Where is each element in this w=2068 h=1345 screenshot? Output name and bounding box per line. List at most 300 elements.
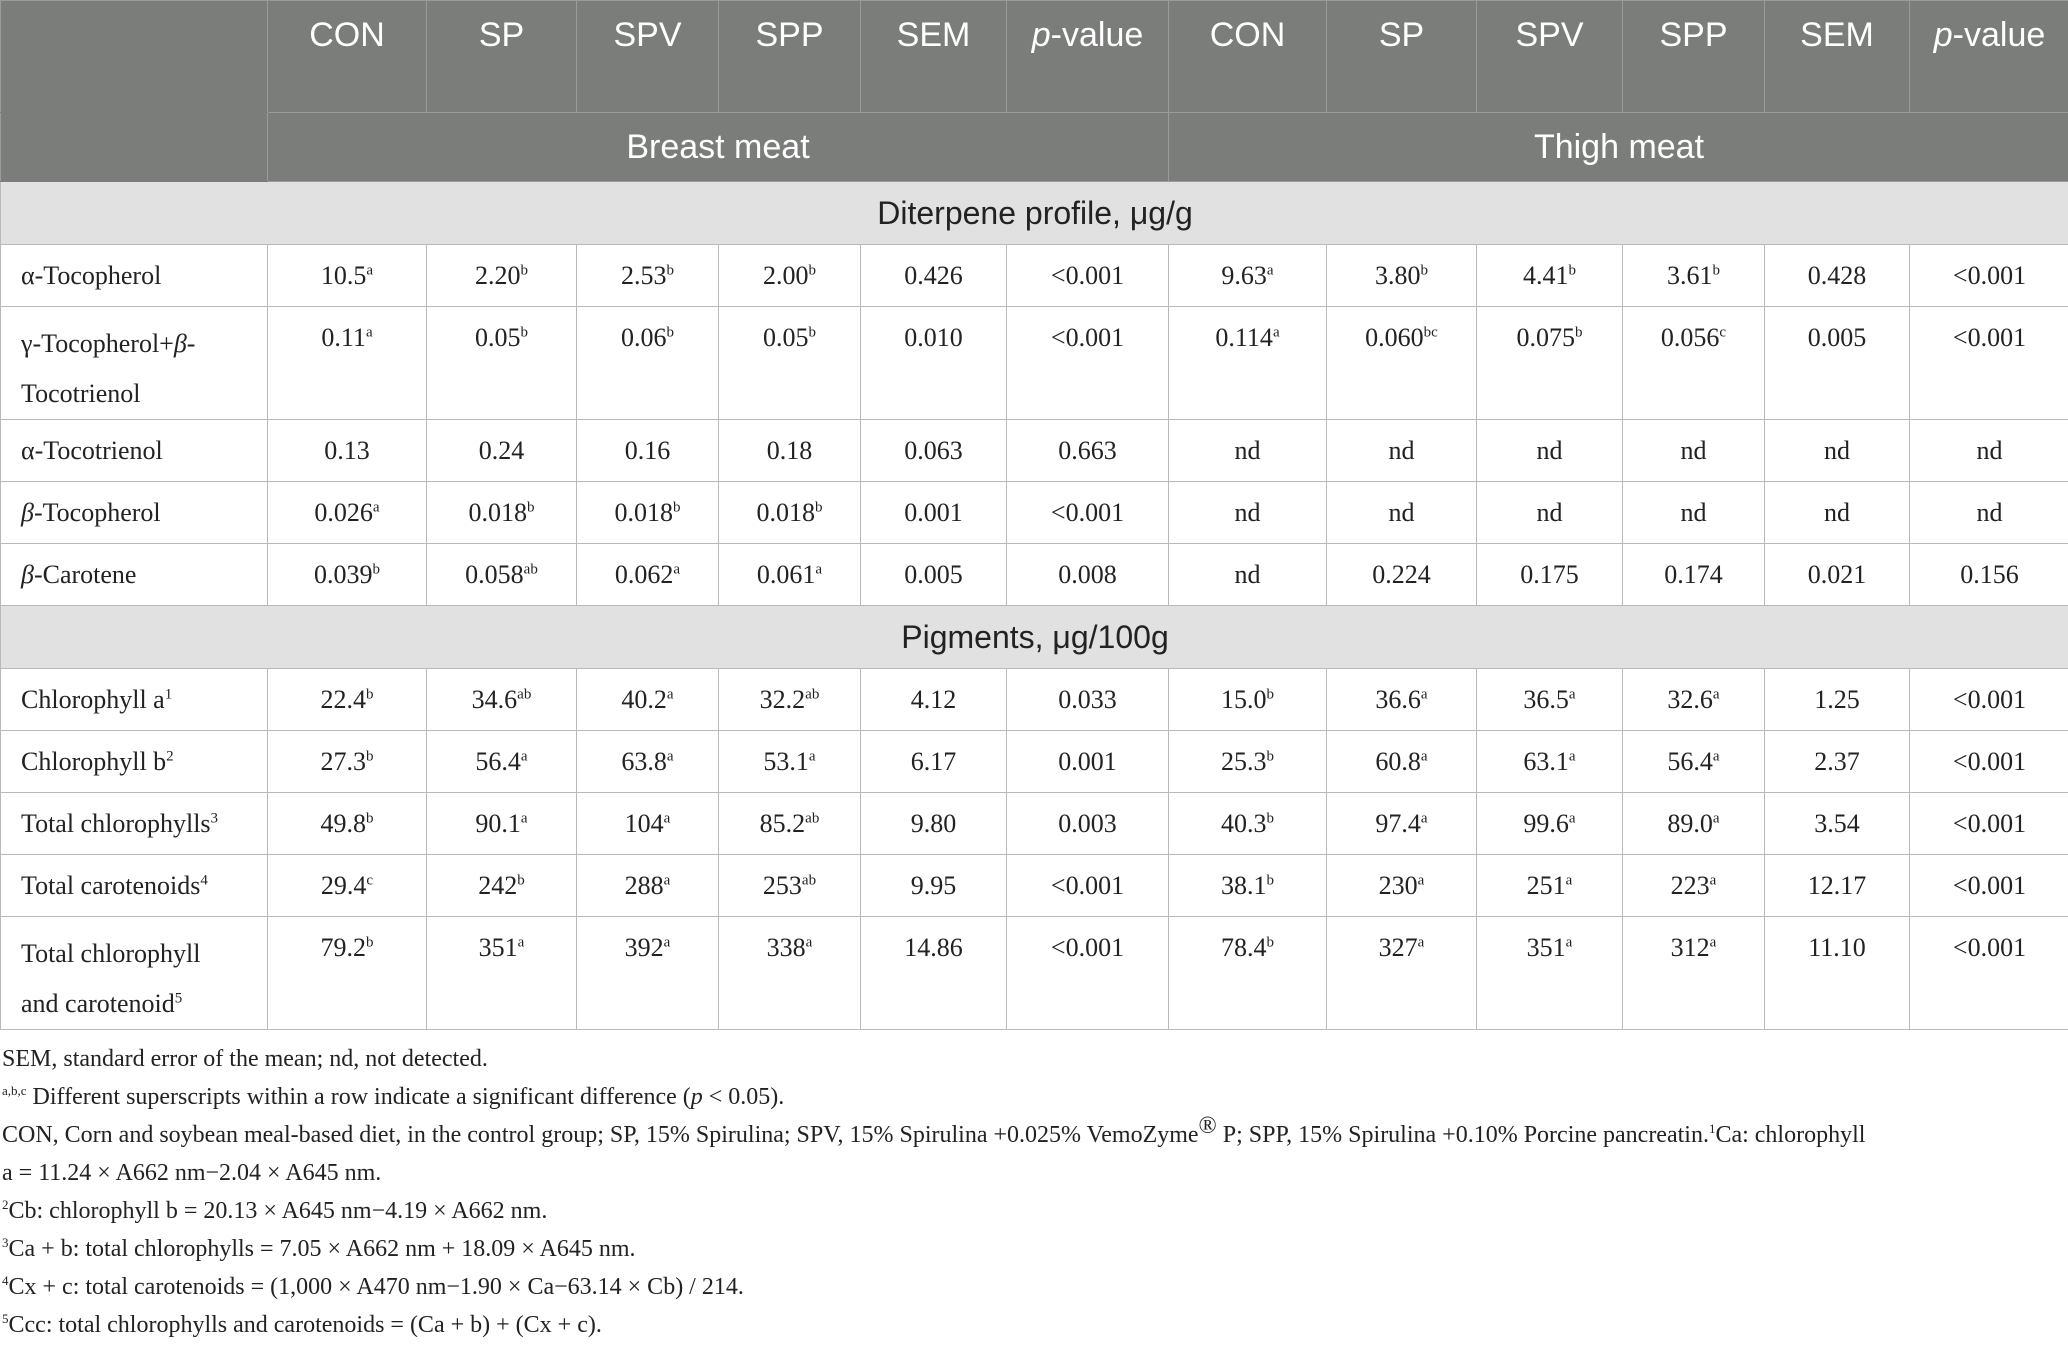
- cell-value: 9.80: [910, 808, 957, 838]
- cell-value: 11.10: [1808, 933, 1866, 962]
- cell-superscript: a: [663, 809, 671, 826]
- data-cell: [1765, 420, 1910, 482]
- data-cell: [719, 917, 861, 1030]
- cell-value: 0.16: [624, 435, 671, 465]
- data-cell: [268, 917, 427, 1030]
- cell-value: 85.2: [759, 808, 806, 838]
- cell-value: 0.428: [1807, 260, 1867, 290]
- data-cell: [719, 245, 861, 307]
- cell-superscript: ab: [801, 871, 817, 888]
- cell-superscript: a: [808, 747, 816, 764]
- section-row: [1, 606, 2068, 669]
- row-label: Total chlorophylls$^3$: [1, 793, 268, 855]
- cell-value: 10.5: [320, 260, 367, 290]
- table-footnotes: [0, 1040, 2062, 1344]
- data-cell: [719, 855, 861, 917]
- group-header-row: [1, 113, 2068, 182]
- cell-value: 3.80: [1375, 260, 1421, 290]
- data-cell: [1765, 245, 1910, 307]
- cell-superscript: c: [366, 871, 374, 888]
- cell-superscript: a: [1709, 871, 1717, 888]
- cell-superscript: a: [517, 934, 525, 951]
- cell-value: 49.8: [320, 808, 366, 838]
- cell-superscript: a: [1417, 934, 1425, 951]
- section-row: [1, 182, 2068, 245]
- data-cell: [427, 245, 577, 307]
- data-cell: [1169, 245, 1327, 307]
- cell-superscript: ab: [523, 560, 538, 577]
- row-label: β-Carotene: [1, 544, 268, 606]
- data-cell: [1169, 420, 1327, 482]
- cell-value: 0.13: [324, 435, 370, 465]
- cell-value: 15.0: [1221, 684, 1267, 714]
- cell-superscript: a: [366, 261, 374, 278]
- cell-value: 0.114: [1215, 323, 1273, 352]
- table-row: [1, 855, 2068, 917]
- row-label: α-Tocotrienol: [1, 420, 268, 482]
- cell-value: 0.156: [1960, 559, 2019, 589]
- data-cell: [1623, 482, 1765, 544]
- data-cell: [1477, 245, 1623, 307]
- data-cell: [1327, 793, 1477, 855]
- cell-value: nd: [1536, 435, 1563, 465]
- cell-value: 63.1: [1523, 746, 1569, 776]
- data-cell: [1327, 669, 1477, 731]
- footnote: a = 11.24 × A662 nm−2.04 × A645 nm.: [2, 1160, 382, 1186]
- cell-value: 392: [624, 933, 664, 962]
- data-cell: [577, 669, 719, 731]
- data-cell: [719, 731, 861, 793]
- cell-value: 0.005: [904, 559, 963, 589]
- cell-value: <0.001: [1952, 684, 2027, 714]
- data-cell: [1623, 544, 1765, 606]
- cell-value: <0.001: [1952, 746, 2027, 776]
- cell-superscript: b: [1266, 685, 1274, 702]
- data-cell: [1765, 917, 1910, 1030]
- cell-value: nd: [1976, 435, 2003, 465]
- data-cell: [1910, 793, 2068, 855]
- data-cell: [719, 307, 861, 420]
- table-row: [1, 245, 2068, 307]
- cell-value: 9.95: [910, 870, 957, 900]
- col-header: SEM: [1765, 1, 1910, 113]
- cell-superscript: a: [663, 934, 671, 951]
- col-header: SP: [1327, 1, 1477, 113]
- cell-superscript: ab: [517, 685, 532, 702]
- cell-value: <0.001: [1050, 933, 1125, 962]
- cell-value: 0.026: [314, 497, 373, 527]
- cell-superscript: b: [366, 809, 374, 826]
- cell-value: 32.2: [759, 684, 806, 714]
- data-cell: [577, 482, 719, 544]
- data-cell: [1327, 482, 1477, 544]
- data-cell: [1623, 855, 1765, 917]
- cell-superscript: b: [673, 498, 681, 515]
- data-cell: [1910, 245, 2068, 307]
- data-cell: [861, 307, 1007, 420]
- cell-superscript: b: [1420, 261, 1428, 278]
- data-cell: [861, 855, 1007, 917]
- cell-superscript: a: [805, 934, 813, 951]
- table-row: [1, 307, 2068, 420]
- data-cell: [577, 245, 719, 307]
- data-cell: [1910, 731, 2068, 793]
- cell-value: nd: [1388, 435, 1415, 465]
- cell-value: 38.1: [1221, 870, 1267, 900]
- cell-value: 14.86: [904, 933, 963, 962]
- data-cell: [1765, 482, 1910, 544]
- data-cell: [861, 731, 1007, 793]
- cell-value: 0.033: [1058, 684, 1117, 714]
- data-cell: [1169, 793, 1327, 855]
- cell-value: <0.001: [1050, 497, 1125, 527]
- cell-value: 0.018: [468, 497, 527, 527]
- data-cell: [1327, 917, 1477, 1030]
- cell-value: <0.001: [1050, 870, 1125, 900]
- cell-superscript: a: [1266, 261, 1274, 278]
- data-cell: [577, 544, 719, 606]
- data-cell: [719, 793, 861, 855]
- footnote: $^4$Cx + c: total carotenoids = (1,000 × A470 nm−1.90 × Ca−63.14 × Cb) / 214.: [2, 1273, 744, 1300]
- cell-value: 60.8: [1375, 746, 1421, 776]
- footnote: $^5$Ccc: total chlorophylls and carotenoids = (Ca + b) + (Cx + c).: [2, 1311, 602, 1338]
- data-cell: [427, 855, 577, 917]
- cell-superscript: a: [1420, 747, 1428, 764]
- col-header: SPP: [1623, 1, 1765, 113]
- cell-superscript: a: [1568, 685, 1576, 702]
- cell-value: 56.4: [1667, 746, 1713, 776]
- cell-superscript: a: [365, 324, 373, 341]
- data-cell: [719, 544, 861, 606]
- data-cell: [1477, 482, 1623, 544]
- cell-value: 0.061: [756, 559, 816, 589]
- data-cell: [861, 420, 1007, 482]
- cell-superscript: a: [815, 560, 823, 577]
- cell-superscript: a: [1568, 747, 1576, 764]
- data-cell: [268, 731, 427, 793]
- data-cell: [1007, 669, 1169, 731]
- cell-value: nd: [1680, 435, 1707, 465]
- header-row: [1, 1, 2068, 113]
- cell-value: 40.3: [1221, 808, 1267, 838]
- col-header: CON: [268, 1, 427, 113]
- data-cell: [1327, 544, 1477, 606]
- data-cell: [1007, 917, 1169, 1030]
- cell-value: 40.2: [621, 684, 667, 714]
- cell-value: 29.4: [320, 870, 367, 900]
- cell-superscript: b: [372, 560, 380, 577]
- data-cell: [1007, 793, 1169, 855]
- cell-superscript: a: [1565, 934, 1573, 951]
- col-header-p-value: p-value: [1007, 1, 1169, 113]
- cell-value: 0.663: [1058, 435, 1117, 465]
- cell-value: 0.18: [766, 435, 813, 465]
- cell-superscript: a: [1712, 685, 1720, 702]
- data-cell: [1910, 855, 2068, 917]
- table-row: [1, 544, 2068, 606]
- group-thigh-meat: Thigh meat: [1169, 113, 2068, 182]
- data-cell: [1765, 855, 1910, 917]
- cell-superscript: b: [1712, 261, 1720, 278]
- cell-value: 27.3: [320, 746, 366, 776]
- row-label: α-Tocopherol: [1, 245, 268, 307]
- cell-value: 0.174: [1664, 559, 1723, 589]
- data-cell: [1765, 793, 1910, 855]
- data-cell: [1327, 307, 1477, 420]
- cell-superscript: b: [666, 324, 674, 341]
- cell-value: 0.063: [904, 435, 963, 465]
- data-cell: [1477, 420, 1623, 482]
- cell-value: 78.4: [1221, 933, 1267, 962]
- data-cell: [1169, 917, 1327, 1030]
- data-cell: [1477, 917, 1623, 1030]
- cell-value: 0.005: [1807, 323, 1867, 352]
- cell-superscript: b: [808, 261, 816, 278]
- cell-value: 1.25: [1814, 684, 1860, 714]
- cell-value: nd: [1824, 497, 1850, 527]
- cell-value: 0.175: [1520, 559, 1579, 589]
- cell-superscript: a: [1565, 871, 1573, 888]
- data-cell: [1327, 245, 1477, 307]
- cell-superscript: a: [1712, 747, 1720, 764]
- cell-superscript: c: [1719, 324, 1727, 341]
- cell-value: 97.4: [1375, 808, 1421, 838]
- cell-value: 0.060: [1365, 323, 1424, 352]
- data-cell: [1910, 544, 2068, 606]
- data-cell: [1623, 420, 1765, 482]
- col-header: SP: [427, 1, 577, 113]
- data-cell: [577, 731, 719, 793]
- data-cell: [1169, 482, 1327, 544]
- cell-value: <0.001: [1952, 323, 2027, 352]
- table-row: [1, 482, 2068, 544]
- cell-value: 327: [1378, 933, 1418, 962]
- data-cell: [268, 544, 427, 606]
- cell-superscript: a: [666, 747, 674, 764]
- group-breast-meat: Breast meat: [268, 113, 1169, 182]
- table-row: [1, 669, 2068, 731]
- data-cell: [427, 420, 577, 482]
- cell-value: 3.61: [1667, 260, 1713, 290]
- cell-superscript: a: [1568, 809, 1576, 826]
- cell-value: 34.6: [471, 684, 518, 714]
- cell-superscript: b: [1266, 747, 1274, 764]
- col-header: SEM: [861, 1, 1007, 113]
- data-cell: [1007, 420, 1169, 482]
- cell-value: 89.0: [1667, 808, 1713, 838]
- cell-value: 36.6: [1375, 684, 1421, 714]
- cell-value: 312: [1670, 933, 1710, 962]
- cell-value: 0.001: [904, 497, 963, 527]
- data-cell: [1007, 544, 1169, 606]
- data-cell: [1477, 731, 1623, 793]
- data-cell: [577, 793, 719, 855]
- data-cell: [1327, 855, 1477, 917]
- cell-value: 32.6: [1667, 684, 1713, 714]
- data-cell: [1765, 669, 1910, 731]
- data-cell: [1169, 307, 1327, 420]
- data-cell: [1007, 307, 1169, 420]
- cell-value: 12.17: [1807, 870, 1867, 900]
- data-cell: [1007, 855, 1169, 917]
- cell-value: 0.001: [1058, 746, 1117, 776]
- data-cell: [427, 482, 577, 544]
- col-header: SPV: [1477, 1, 1623, 113]
- data-cell: [861, 245, 1007, 307]
- cell-value: 2.37: [1814, 746, 1860, 776]
- cell-value: 0.021: [1807, 559, 1867, 589]
- data-cell: [861, 669, 1007, 731]
- cell-superscript: a: [372, 498, 380, 515]
- cell-value: 253: [762, 870, 802, 900]
- footnote: CON, Corn and soybean meal-based diet, in the control group; SP, 15% Spirulina; SPV, 15% Spirulina +0.025% VemoZyme® P; SPP, 15% Spirulina +0.10% Porcine pancreatin.$^1$Ca: chlorophyll: [2, 1113, 1866, 1148]
- cell-superscript: b: [815, 498, 823, 515]
- data-cell: [1169, 855, 1327, 917]
- cell-value: nd: [1234, 435, 1261, 465]
- cell-value: 0.058: [465, 559, 524, 589]
- data-cell: [1477, 307, 1623, 420]
- cell-value: nd: [1234, 559, 1261, 589]
- data-cell: [861, 544, 1007, 606]
- cell-superscript: b: [366, 685, 374, 702]
- cell-superscript: ab: [805, 685, 820, 702]
- data-cell: [861, 793, 1007, 855]
- data-cell: [1327, 731, 1477, 793]
- cell-value: 90.1: [475, 808, 521, 838]
- cell-value: 22.4: [320, 684, 366, 714]
- footnote: $^3$Ca + b: total chlorophylls = 7.05 × A662 nm + 18.09 × A645 nm.: [2, 1235, 636, 1262]
- cell-value: <0.001: [1050, 323, 1125, 352]
- data-cell: [427, 307, 577, 420]
- cell-value: 0.24: [478, 435, 525, 465]
- data-cell: [268, 793, 427, 855]
- cell-value: 25.3: [1221, 746, 1267, 776]
- data-cell: [1910, 482, 2068, 544]
- data-cell: [719, 482, 861, 544]
- cell-value: 0.05: [763, 323, 809, 352]
- cell-superscript: a: [520, 747, 528, 764]
- row-label: Total chlorophyll and carotenoid$^5$: [1, 917, 268, 1030]
- data-cell: [1623, 669, 1765, 731]
- data-cell: [577, 420, 719, 482]
- data-cell: [719, 669, 861, 731]
- cell-value: nd: [1388, 497, 1415, 527]
- cell-value: 0.018: [756, 497, 815, 527]
- cell-superscript: b: [1266, 934, 1274, 951]
- cell-superscript: b: [1266, 871, 1274, 888]
- cell-superscript: a: [1420, 809, 1428, 826]
- cell-superscript: b: [520, 261, 528, 278]
- cell-value: 0.003: [1058, 808, 1117, 838]
- data-cell: [1910, 669, 2068, 731]
- cell-value: 4.41: [1523, 260, 1569, 290]
- cell-superscript: a: [666, 685, 674, 702]
- cell-value: 0.008: [1058, 559, 1117, 589]
- data-cell: [427, 544, 577, 606]
- data-cell: [1169, 731, 1327, 793]
- data-cell: [1477, 544, 1623, 606]
- cell-value: <0.001: [1952, 260, 2027, 290]
- data-cell: [719, 420, 861, 482]
- cell-value: 0.039: [314, 559, 373, 589]
- data-cell: [268, 669, 427, 731]
- cell-value: 0.06: [621, 323, 667, 352]
- cell-value: 2.00: [763, 260, 809, 290]
- data-cell: [268, 855, 427, 917]
- cell-value: 0.018: [614, 497, 673, 527]
- cell-value: 0.11: [321, 323, 366, 352]
- cell-value: nd: [1680, 497, 1707, 527]
- data-cell: [1007, 245, 1169, 307]
- cell-superscript: a: [1420, 685, 1428, 702]
- cell-value: 6.17: [910, 746, 957, 776]
- data-cell: [268, 420, 427, 482]
- section-title-diterpene: Diterpene profile, μg/g: [1, 182, 2068, 245]
- row-label: β-Tocopherol: [1, 482, 268, 544]
- cell-value: 2.20: [475, 260, 521, 290]
- row-label: Chlorophyll $a^1$: [1, 669, 268, 731]
- cell-superscript: b: [517, 871, 525, 888]
- data-cell: [1910, 917, 2068, 1030]
- cell-superscript: bc: [1423, 324, 1438, 341]
- data-cell: [427, 669, 577, 731]
- data-cell: [1007, 731, 1169, 793]
- cell-value: 4.12: [910, 684, 957, 714]
- cell-value: 0.224: [1372, 559, 1431, 589]
- cell-value: 2.53: [621, 260, 667, 290]
- data-cell: [427, 793, 577, 855]
- cell-superscript: a: [1417, 871, 1425, 888]
- data-cell: [1623, 917, 1765, 1030]
- cell-value: 351: [478, 933, 518, 962]
- header-blank-cell: [1, 113, 268, 182]
- data-cell: [1623, 307, 1765, 420]
- footnote: $^2$Cb: chlorophyll b = 20.13 × A645 nm−4.19 × A662 nm.: [2, 1197, 548, 1224]
- cell-value: 0.075: [1516, 323, 1575, 352]
- data-cell: [1477, 855, 1623, 917]
- data-cell: [577, 307, 719, 420]
- data-cell: [1169, 544, 1327, 606]
- cell-value: 230: [1378, 870, 1418, 900]
- cell-value: 53.1: [763, 746, 809, 776]
- cell-superscript: a: [673, 560, 681, 577]
- data-cell: [1477, 669, 1623, 731]
- cell-superscript: a: [520, 809, 528, 826]
- cell-value: 79.2: [320, 933, 366, 962]
- cell-superscript: b: [1266, 809, 1274, 826]
- data-cell: [1327, 420, 1477, 482]
- data-cell: [1765, 731, 1910, 793]
- data-cell: [861, 917, 1007, 1030]
- cell-value: 0.010: [904, 323, 963, 352]
- table-row: [1, 420, 2068, 482]
- cell-value: nd: [1824, 435, 1850, 465]
- data-cell: [577, 917, 719, 1030]
- cell-value: <0.001: [1050, 260, 1125, 290]
- cell-superscript: b: [520, 324, 528, 341]
- col-header: CON: [1169, 1, 1327, 113]
- cell-value: 251: [1526, 870, 1566, 900]
- data-cell: [427, 731, 577, 793]
- cell-superscript: b: [366, 934, 374, 951]
- cell-superscript: b: [808, 324, 816, 341]
- cell-superscript: b: [527, 498, 535, 515]
- cell-superscript: b: [1568, 261, 1576, 278]
- cell-value: nd: [1976, 497, 2003, 527]
- col-header-p-value: p-value: [1910, 1, 2068, 113]
- header-blank-cell: [1, 1, 268, 113]
- data-cell: [1765, 544, 1910, 606]
